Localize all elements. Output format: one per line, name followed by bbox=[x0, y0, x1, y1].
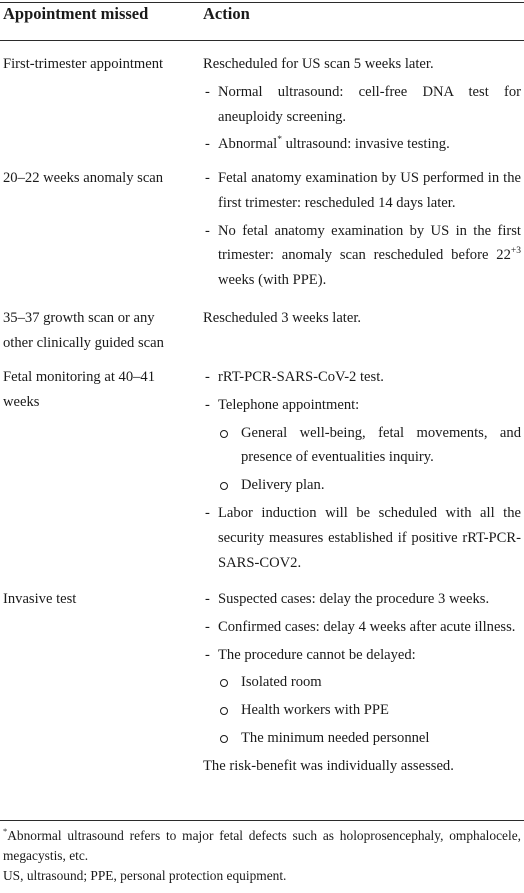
dash-item: - No fetal anatomy examination by US in the first trimester: anomaly scan rescheduled before $22^{+3}$ weeks (with PPE). bbox=[203, 219, 521, 293]
column-header-appointment: Appointment missed bbox=[3, 4, 149, 23]
circle-item: General well-being, fetal movements, and presence of eventualities inquiry. bbox=[203, 421, 521, 471]
column-header-action: Action bbox=[203, 4, 250, 23]
dash-item: - Suspected cases: delay the procedure 3 weeks. bbox=[203, 587, 521, 612]
action-line: Rescheduled for US scan 5 weeks later. bbox=[203, 56, 434, 72]
circle-item: Delivery plan. bbox=[203, 473, 521, 498]
action-cell bbox=[203, 365, 521, 575]
appointment-cell: Fetal monitoring at 40–41 weeks bbox=[3, 369, 156, 410]
dash-item: - rRT-PCR-SARS-CoV-2 test. bbox=[203, 365, 521, 390]
footnote-marker: * bbox=[3, 825, 8, 836]
appointment-cell: Invasive test bbox=[3, 591, 77, 607]
dash-item: - Fetal anatomy examination by US performed in the first trimester: rescheduled 14 days later. bbox=[203, 166, 521, 216]
dash-item: - Normal ultrasound: cell-free DNA test for aneuploidy screening. bbox=[203, 80, 521, 130]
dash-item: - Abnormal* ultrasound: invasive testing. bbox=[203, 132, 521, 157]
action-cell bbox=[203, 52, 521, 157]
footnote-abbreviations: US, ultrasound; PPE, personal protection equipment. bbox=[3, 868, 287, 883]
appointment-cell: 20–22 weeks anomaly scan bbox=[3, 170, 164, 186]
appointment-cell: First-trimester appointment bbox=[3, 56, 164, 72]
circle-item: Health workers with PPE bbox=[203, 698, 521, 723]
table-footnotes bbox=[3, 826, 521, 886]
table-bottom-rule bbox=[0, 820, 524, 821]
footnote-marker: * bbox=[277, 134, 282, 145]
footnote-abnormal: *Abnormal ultrasound refers to major fetal defects such as holoprosencephaly, omphalocele, megacystis, etc. bbox=[3, 825, 521, 863]
dash-item: - Telephone appointment: bbox=[203, 393, 521, 418]
table-header-rule bbox=[0, 40, 524, 41]
action-cell bbox=[203, 587, 521, 779]
dash-item: - Labor induction will be scheduled with all the security measures established if positive rRT-PCR-SARS-COV2. bbox=[203, 501, 521, 575]
superscript: +3 bbox=[510, 245, 521, 256]
dash-item: - Confirmed cases: delay 4 weeks after acute illness. bbox=[203, 615, 521, 640]
action-cell bbox=[203, 166, 521, 293]
action-line: Rescheduled 3 weeks later. bbox=[203, 310, 362, 326]
circle-item: Isolated room bbox=[203, 670, 521, 695]
dash-item: - The procedure cannot be delayed: bbox=[203, 643, 521, 668]
action-cell bbox=[203, 306, 521, 331]
circle-item: The minimum needed personnel bbox=[203, 726, 521, 751]
appointment-cell: 35–37 growth scan or any other clinically guided scan bbox=[3, 310, 164, 351]
closing-line: The risk-benefit was individually assessed. bbox=[203, 757, 454, 774]
